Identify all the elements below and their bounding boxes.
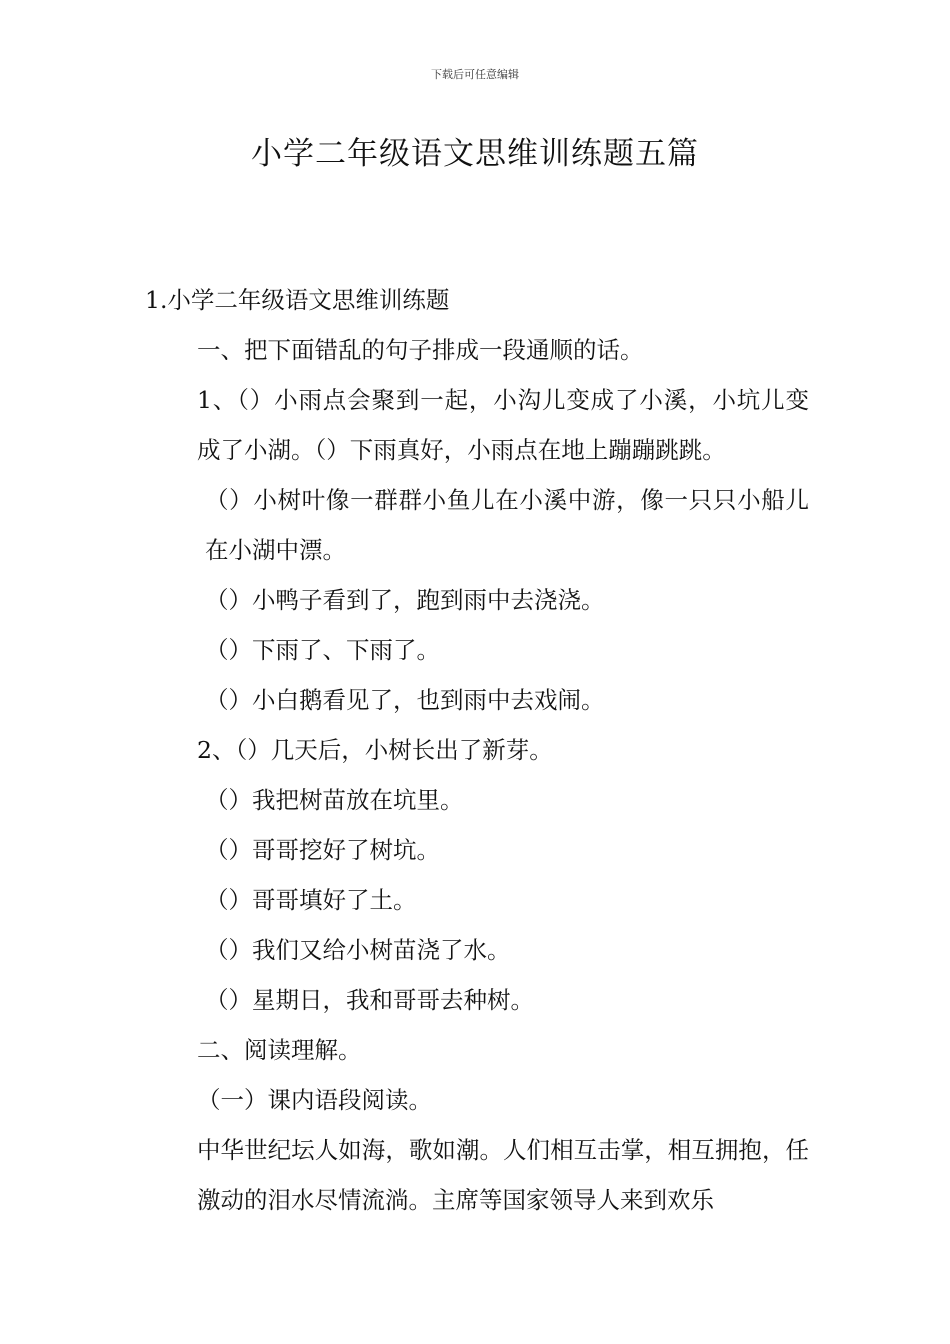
reading-passage: 中华世纪坛人如海，歌如潮。人们相互击掌，相互拥抱，任激动的泪水尽情流淌。主席等国家领导人来到欢乐 — [197, 1136, 809, 1214]
exercise-paragraph: 1、（）小雨点会聚到一起，小沟儿变成了小溪，小坑儿变成了小湖。（）下雨真好，小雨点在地上蹦蹦跳跳。 — [197, 386, 809, 464]
exercise-line: （）小鸭子看到了，跑到雨中去浇浇。 — [205, 586, 605, 614]
section-heading: 1.小学二年级语文思维训练题 — [145, 286, 450, 314]
exercise-line: （）星期日，我和哥哥去种树。 — [205, 986, 534, 1014]
question-heading: 一、把下面错乱的句子排成一段通顺的话。 — [197, 336, 644, 364]
question-heading: 二、阅读理解。 — [197, 1036, 362, 1064]
subsection-heading: （一）课内语段阅读。 — [197, 1086, 432, 1114]
document-title: 小学二年级语文思维训练题五篇 — [251, 136, 699, 172]
exercise-line: （）小白鹅看见了，也到雨中去戏闹。 — [205, 686, 605, 714]
page-header: 下载后可任意编辑 — [431, 68, 519, 81]
exercise-line: （）我把树苗放在坑里。 — [205, 786, 464, 814]
exercise-line: 2、（）几天后，小树长出了新芽。 — [197, 736, 553, 764]
document-body — [145, 275, 809, 1225]
exercise-paragraph: （）小树叶像一群群小鱼儿在小溪中游，像一只只小船儿在小湖中漂。 — [205, 486, 809, 564]
exercise-line: （）我们又给小树苗浇了水。 — [205, 936, 511, 964]
exercise-line: （）哥哥填好了土。 — [205, 886, 417, 914]
exercise-line: （）哥哥挖好了树坑。 — [205, 836, 440, 864]
exercise-line: （）下雨了、下雨了。 — [205, 636, 440, 664]
